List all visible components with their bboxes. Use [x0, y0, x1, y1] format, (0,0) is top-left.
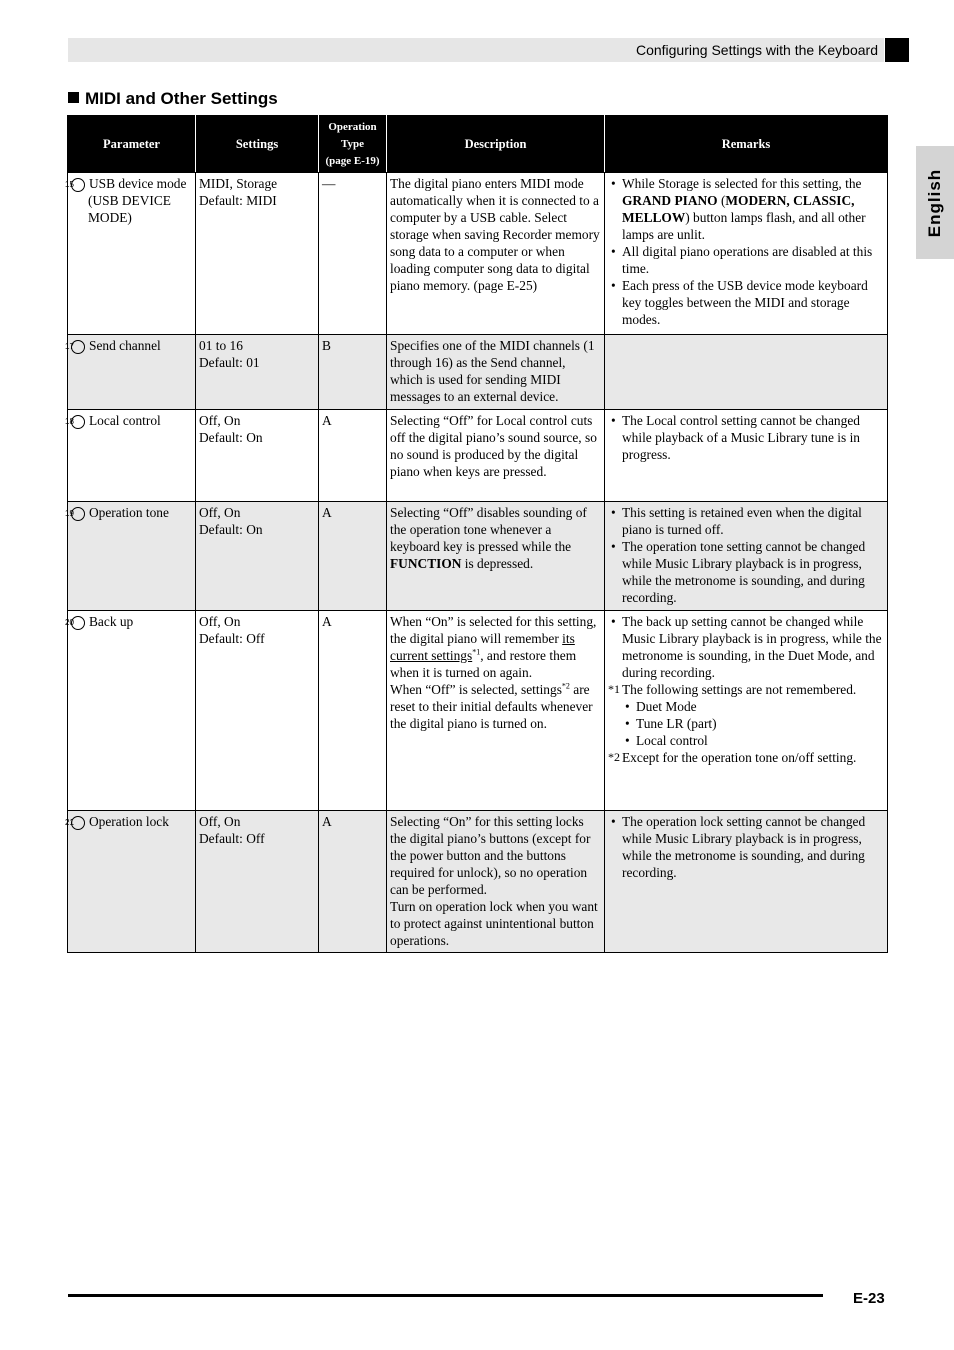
description-cell: When “On” is selected for this setting, the digital piano will remember its current settings$^{*1}$, and restore them when it is turned on again. When “Off” is selected, settings$^{*2}$ are reset to their initial defaults whenever the digital piano is turned on.	[387, 611, 605, 811]
remarks-cell: • While Storage is selected for this setting, the GRAND PIANO (MODERN, CLASSIC, MELLOW) button lamps flash, and all other lamps are unlit. • All digital piano operations are disabled at this time. • Each press of the USB device mode keyboard key toggles between the MIDI and storage modes.	[605, 173, 888, 335]
footnote-2: *2 Except for the operation tone on/off setting.	[608, 750, 857, 765]
operation-type-cell: A	[319, 410, 387, 502]
footnote-1: *1 The following settings are not remembered.	[608, 682, 857, 697]
section-title-text: MIDI and Other Settings	[85, 89, 278, 108]
description-cell: Selecting “On” for this setting locks the digital piano’s buttons (except for the power button and the buttons required for unlock), so no operation can be performed. Turn on operation lock when you want to protect against unintentional button operations.	[387, 811, 605, 953]
operation-type-cell: —	[319, 173, 387, 335]
table-row	[68, 173, 888, 335]
remarks-cell: • The operation lock setting cannot be changed while Music Library playback is in progress, while the metronome is sounding, and during recording.	[605, 811, 888, 953]
settings-cell: Off, On Default: Off	[196, 811, 319, 953]
footer-rule	[68, 1294, 823, 1297]
operation-type-cell: B	[319, 335, 387, 410]
settings-cell: Off, On Default: On	[196, 410, 319, 502]
settings-cell: 01 to 16 Default: 01	[196, 335, 319, 410]
remarks-cell: • This setting is retained even when the digital piano is turned off. • The operation tone setting cannot be changed while Music Library playback is in progress, while the metronome is sounding, and during recording.	[605, 502, 888, 611]
settings-table	[67, 115, 888, 953]
parameter-cell: 17 Send channel	[68, 335, 196, 410]
description-cell: Selecting “Off” disables sounding of the operation tone whenever a keyboard key is pressed while the FUNCTION is depressed.	[387, 502, 605, 611]
item-number-icon: 15	[71, 178, 85, 192]
item-number-icon: 20	[71, 616, 85, 630]
table-row	[68, 811, 888, 953]
section-title	[68, 88, 278, 110]
language-tab	[916, 146, 954, 259]
header-settings: Settings	[196, 116, 319, 173]
language-tab-label: English	[925, 168, 944, 237]
parameter-cell: 15 USB device mode (USB DEVICE MODE)	[68, 173, 196, 335]
remarks-cell	[605, 335, 888, 410]
settings-cell: Off, On Default: On	[196, 502, 319, 611]
parameter-cell: 19 Operation tone	[68, 502, 196, 611]
table-header-row	[68, 116, 888, 173]
parameter-cell: 20 Back up	[68, 611, 196, 811]
settings-cell: Off, On Default: Off	[196, 611, 319, 811]
parameter-cell: 18 Local control	[68, 410, 196, 502]
table-row	[68, 410, 888, 502]
header-description: Description	[387, 116, 605, 173]
operation-type-cell: A	[319, 611, 387, 811]
header-block	[885, 38, 909, 62]
remarks-cell: • The Local control setting cannot be changed while playback of a Music Library tune is in progress.	[605, 410, 888, 502]
operation-type-cell: A	[319, 502, 387, 611]
description-cell: The digital piano enters MIDI mode automatically when it is connected to a computer by a USB cable. Select storage when saving Recorder memory song data to a computer or when loading computer song data to digital piano memory. (page E-25)	[387, 173, 605, 335]
square-bullet-icon	[68, 92, 79, 103]
page-number: E-23	[853, 1290, 885, 1307]
item-number-icon: 19	[71, 507, 85, 521]
item-number-icon: 21	[71, 816, 85, 830]
remarks-cell: • The back up setting cannot be changed while Music Library playback is in progress, while the metronome is sounding, in the Duet Mode, and during recording. *1 The following settings are not remembered. • Duet Mode • Tune LR (part) • Local control *2 Except for the operation tone on/off setting.	[605, 611, 888, 811]
description-cell: Selecting “Off” for Local control cuts off the digital piano’s sound source, so no sound is produced by the digital piano when keys are pressed.	[387, 410, 605, 502]
table-row	[68, 611, 888, 811]
header-parameter: Parameter	[68, 116, 196, 173]
parameter-cell: 21 Operation lock	[68, 811, 196, 953]
item-number-icon: 18	[71, 415, 85, 429]
table-row	[68, 335, 888, 410]
header-title: Configuring Settings with the Keyboard	[635, 42, 878, 58]
header-operation-type: Operation Type (page E-19)	[319, 116, 387, 173]
header-remarks: Remarks	[605, 116, 888, 173]
settings-cell: MIDI, Storage Default: MIDI	[196, 173, 319, 335]
operation-type-cell: A	[319, 811, 387, 953]
description-cell: Specifies one of the MIDI channels (1 through 16) as the Send channel, which is used for sending MIDI messages to an external device.	[387, 335, 605, 410]
item-number-icon: 17	[71, 340, 85, 354]
table-row	[68, 502, 888, 611]
